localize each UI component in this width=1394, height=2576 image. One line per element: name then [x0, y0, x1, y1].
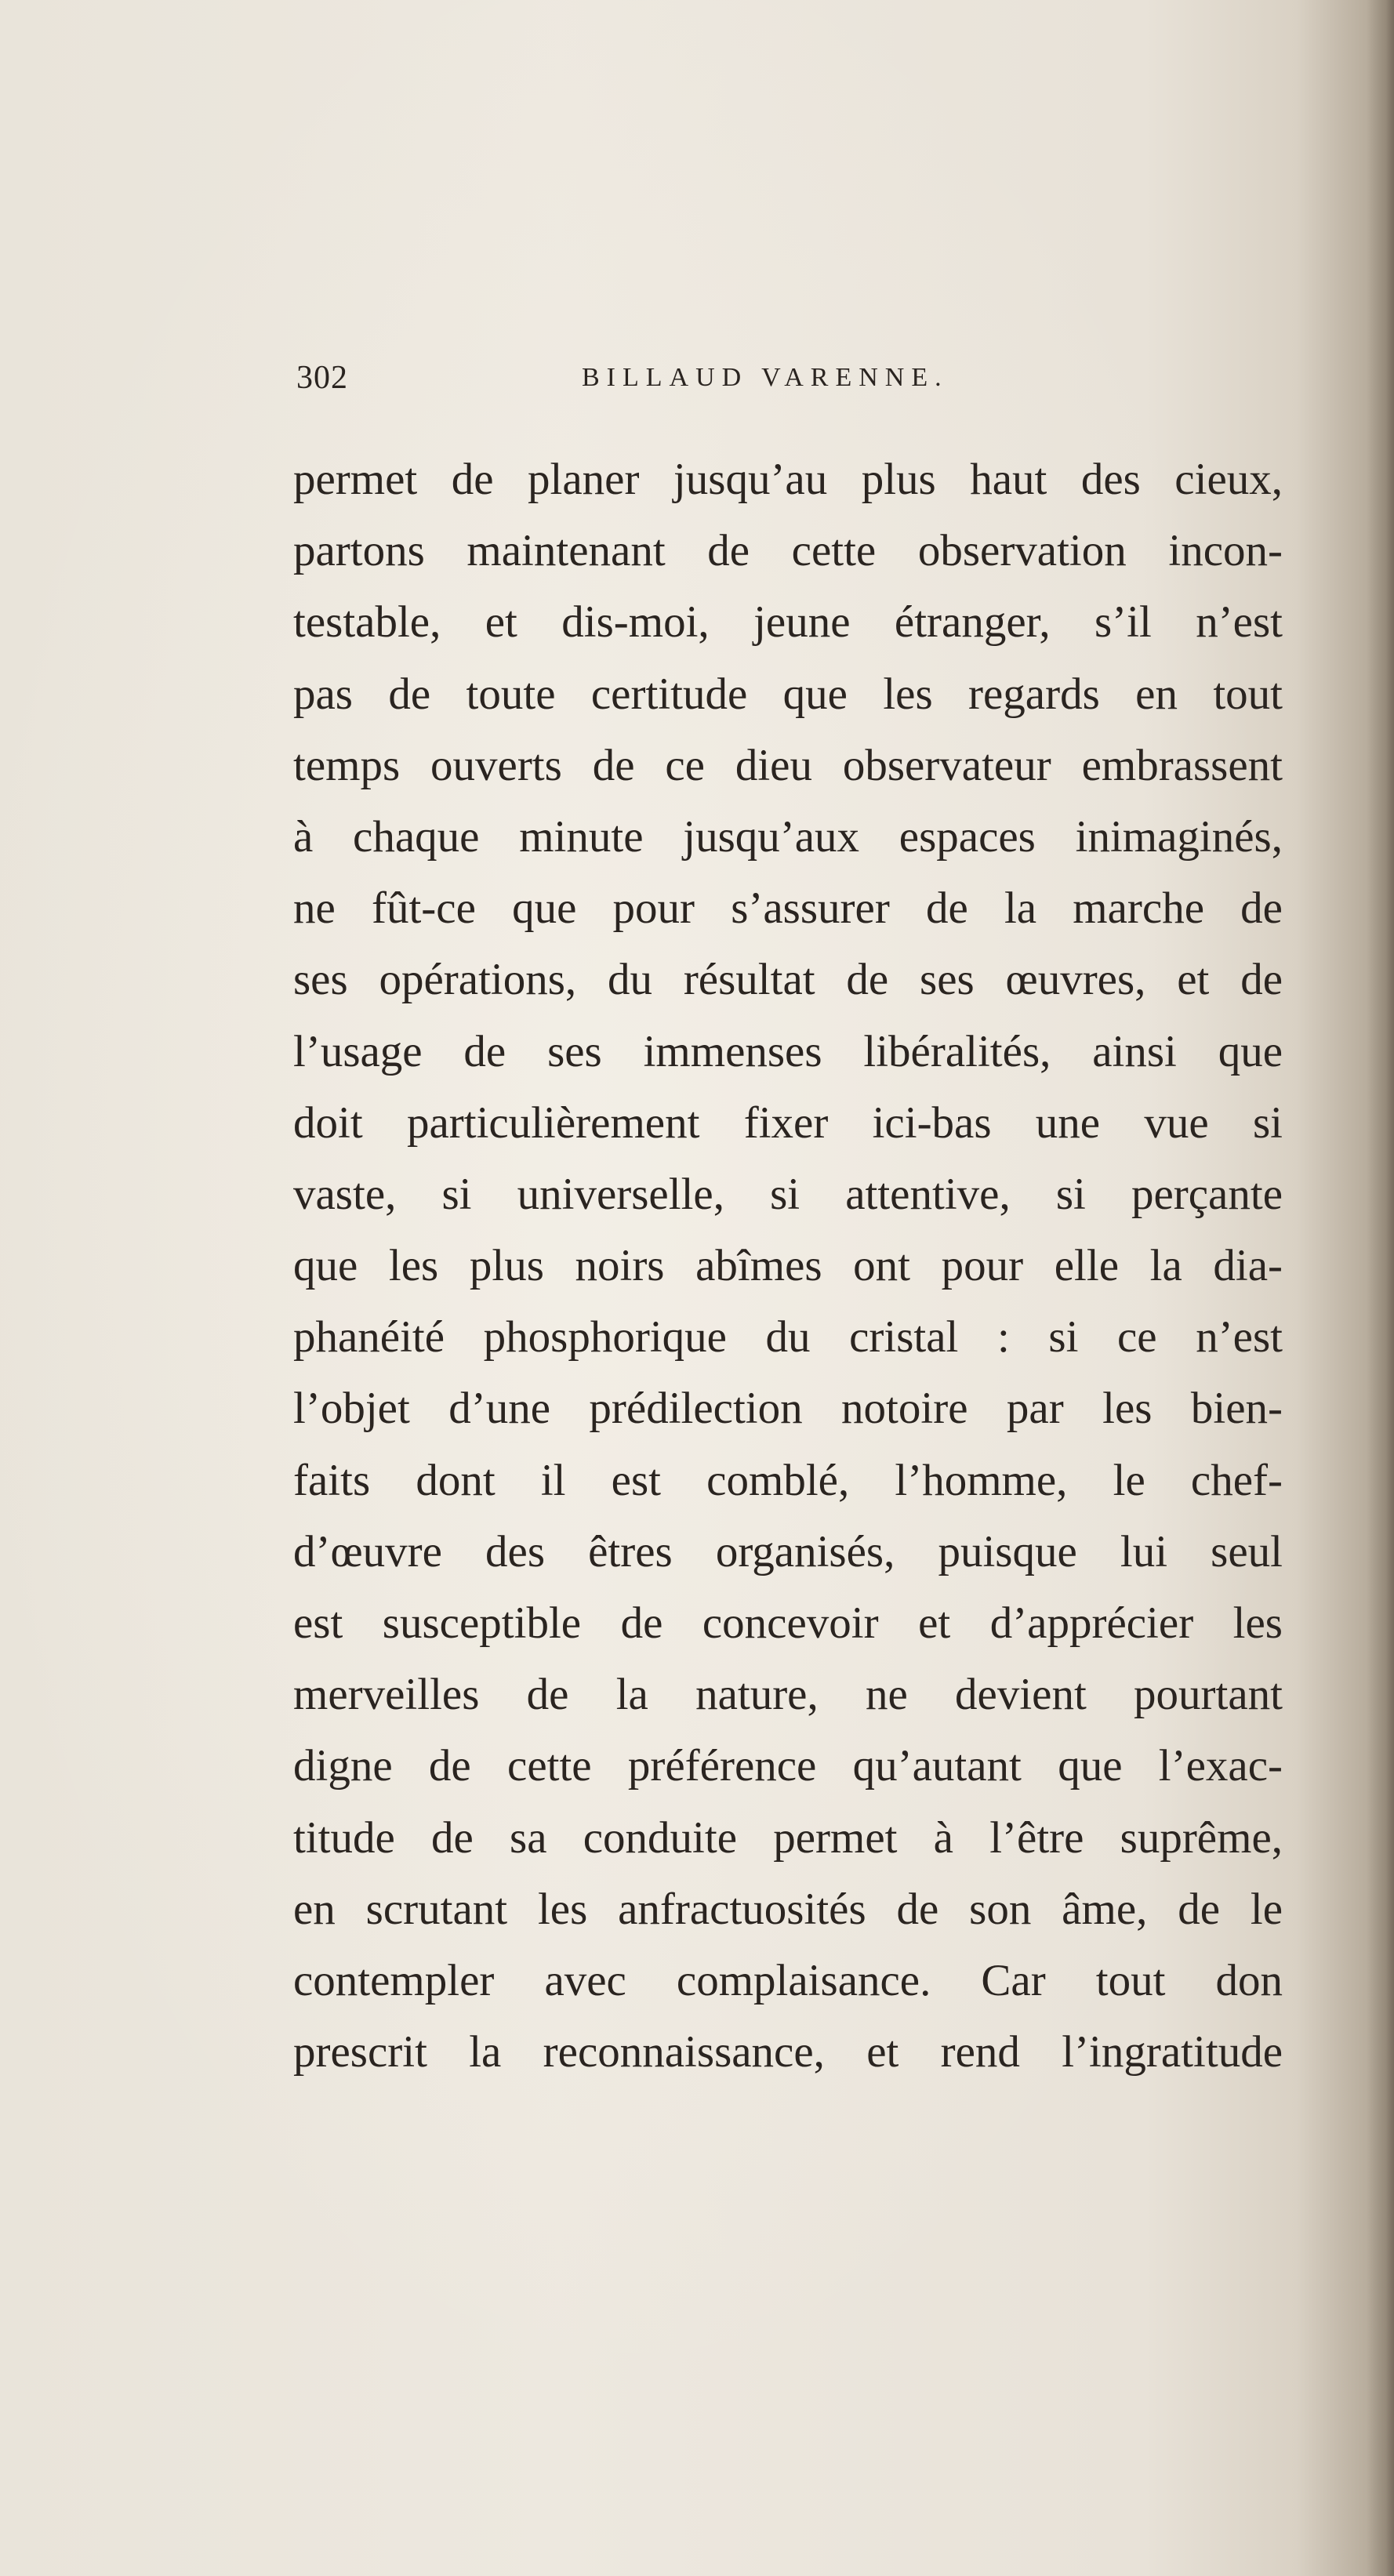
text-line: en scrutant les anfractuosités de son âme, de le	[293, 1884, 1283, 1934]
text-line: que les plus noirs abîmes ont pour elle la dia-	[293, 1241, 1283, 1291]
text-line: partons maintenant de cette observation incon-	[293, 526, 1283, 576]
text-line: testable, et dis-moi, jeune étranger, s’il n’est	[293, 597, 1283, 648]
text-line	[293, 2160, 1283, 2231]
text-line: l’usage de ses immenses libéralités, ainsi que	[293, 1026, 1283, 1076]
body-text	[293, 444, 1283, 2445]
text-line: permet de planer jusqu’au plus haut des cieux,	[293, 455, 1283, 504]
text-line: faits dont il est comblé, l’homme, le chef-	[293, 1455, 1283, 1505]
text-line: contempler avec complaisance. Car tout don	[293, 1955, 1283, 2005]
text-line: digne de cette préférence qu’autant que l’exac-	[293, 1741, 1283, 1791]
text-line: l’objet d’une prédilection notoire par les bien-	[293, 1384, 1283, 1434]
text-line: d’œuvre des êtres organisés, puisque lui seul	[293, 1526, 1283, 1576]
page-number: 302	[296, 360, 348, 396]
text-line: prescrit la reconnaissance, et rend l’ingratitude	[293, 2027, 1283, 2077]
text-line: ses opérations, du résultat de ses œuvres, et de	[293, 955, 1283, 1005]
running-header	[296, 354, 1292, 401]
text-line: est susceptible de concevoir et d’apprécier les	[293, 1598, 1283, 1648]
text-line: vaste, si universelle, si attentive, si perçante	[293, 1169, 1283, 1219]
text-line: merveilles de la nature, ne devient pourtant	[293, 1670, 1283, 1720]
running-title: BILLAUD VARENNE.	[582, 363, 949, 392]
text-line	[293, 2231, 1283, 2302]
page-edge-shadow	[1367, 0, 1394, 2576]
text-line	[293, 2374, 1283, 2445]
text-line: doit particulièrement fixer ici-bas une vue si	[293, 1098, 1283, 1148]
text-line: phanéité phosphorique du cristal : si ce n’est	[293, 1312, 1283, 1362]
text-line: à chaque minute jusqu’aux espaces inimaginés,	[293, 811, 1283, 862]
text-line	[293, 2088, 1283, 2159]
text-line	[293, 2302, 1283, 2374]
text-line: titude de sa conduite permet à l’être suprême,	[293, 1812, 1283, 1863]
text-line: pas de toute certitude que les regards en tout	[293, 669, 1283, 719]
text-line: ne fût-ce que pour s’assurer de la marche de	[293, 883, 1283, 934]
text-line: temps ouverts de ce dieu observateur embrassent	[293, 740, 1283, 790]
